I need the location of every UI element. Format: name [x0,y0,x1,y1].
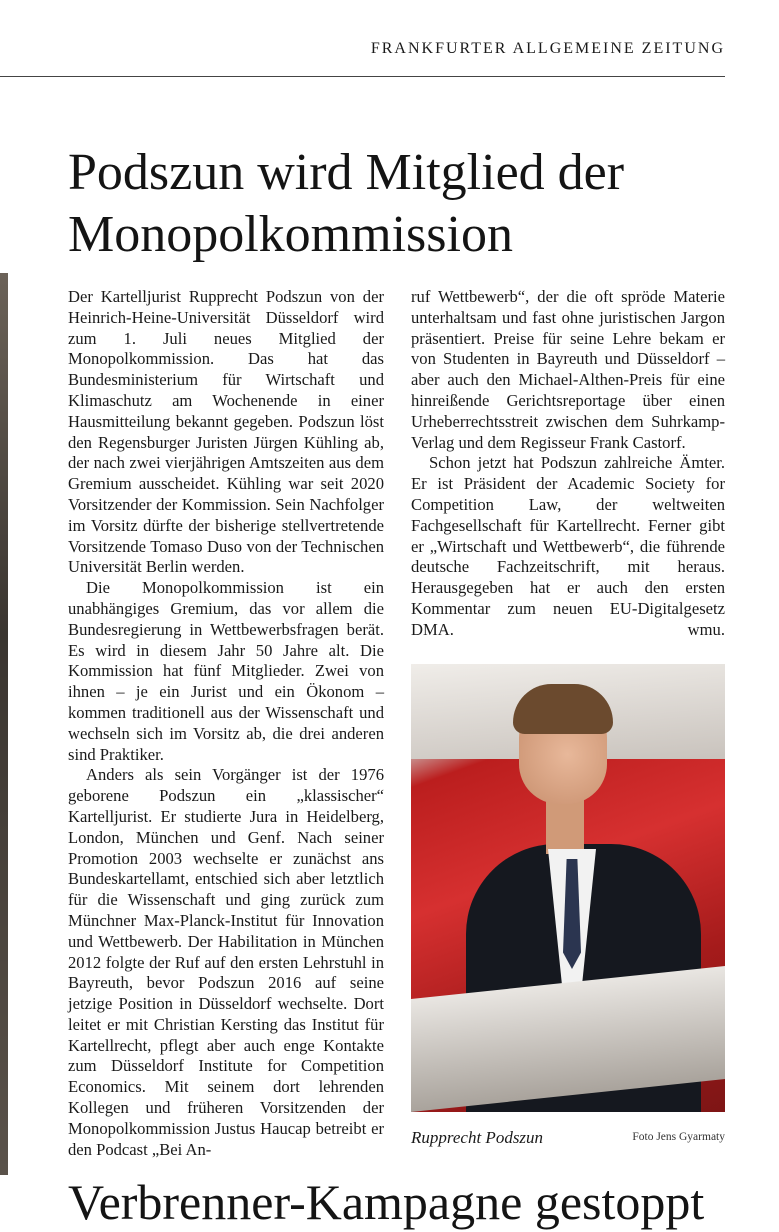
paragraph-4-text: Schon jetzt hat Podszun zahlreiche Ämter. Er ist Präsident der Academic Society for Competition Law, der weltweiten Fachgesellschaft für Kartellrecht. Ferner gibt er „Wirtschaft und Wettbewerb“, die führende deutsche Fachzeitschrift, mit heraus. Herausgegeben hat er auch den ersten Kommentar zum neuen EU-Digitalgesetz DMA. [411,453,725,639]
article-column-1 [68,287,384,1160]
paragraph-1: Der Kartelljurist Rupprecht Podszun von der Heinrich-Heine-Universität Düsseldorf wird zum 1. Juli neues Mitglied der Monopolkommission. Das hat das Bundesministerium für Wirtschaft und Klimaschutz am Wochenende in einer Hausmitteilung bekannt gegeben. Podszun löst den Regensburger Juristen Jürgen Kühling ab, der nach zwei vierjährigen Amtszeiten aus dem Gremium ausscheidet. Kühling war seit 2020 Vorsitzender der Kommission. Sein Nachfolger im Vorsitz dürfte der bisherige stellvertretende Vorsitzende Tomaso Duso von der Technischen Universität Berlin werden. [68,287,384,577]
photo-credit: Foto Jens Gyarmaty [632,1131,725,1143]
article-headline: Podszun wird Mitglied der Monopolkommission [68,144,625,263]
article-column-2 [411,287,725,641]
masthead: FRANKFURTER ALLGEMEINE ZEITUNG [370,40,725,57]
author-signature: wmu. [687,619,725,639]
paragraph-3-continued: ruf Wettbewerb“, der die oft spröde Materie unterhaltsam und fast ohne juristischen Jargon präsentiert. Preise für seine Lehre bekam er von Studenten in Bayreuth und Düsseldorf – aber auch den Michael-Althen-Preis für eine hinreißende Gerichtsreportage über einen Urheberrechtsstreit zwischen dem Suhrkamp-Verlag und dem Regisseur Frank Castorf. [411,287,725,452]
portrait-photo [411,664,725,1112]
paragraph-3: Anders als sein Vorgänger ist der 1976 geborene Podszun ein „klassischer“ Kartelljurist. Er studierte Jura in Heidelberg, London, München und Genf. Nach seiner Promotion 2003 wechselte er zunächst ans Bundeskartellamt, entschied sich aber letztlich für die Wissenschaft und ging zurück zum Münchner Max-Planck-Institut für Innovation und Wettbewerb. Der Habilitation in München 2012 folgte der Ruf auf den ersten Lehrstuhl in Bayreuth, bevor Podszun 2016 auf seine jetzige Position in Düsseldorf wechselte. Dort leitet er mit Christian Kersting das Institut für Kartellrecht, pflegt aber auch enge Kontakte zum Düsseldorf Institute for Competition Economics. Mit seinem dort lehrenden Kollegen und früheren Vorsitzenden der Monopolkommission Justus Haucap betreibt er den Podcast „Bei An- [68,765,384,1159]
next-article-headline: Verbrenner-Kampagne gestoppt [68,1174,705,1230]
header-rule [0,76,725,77]
paragraph-2: Die Monopolkommission ist ein unabhängiges Gremium, das vor allem die Bundesregierung in Wettbewerbsfragen berät. Es wird in diesem Jahr 50 Jahre alt. Die Kommission hat fünf Mitglieder. Zwei von ihnen – je ein Jurist und ein Ökonom – kommen traditionell aus der Wissenschaft und wechseln sich im Vorsitz ab, die drei anderen sind Praktiker. [68,578,384,764]
adjacent-photo-edge [0,273,8,1175]
photo-caption: Rupprecht Podszun [411,1128,544,1147]
paragraph-4 [411,453,725,640]
photo-hair [513,684,613,734]
